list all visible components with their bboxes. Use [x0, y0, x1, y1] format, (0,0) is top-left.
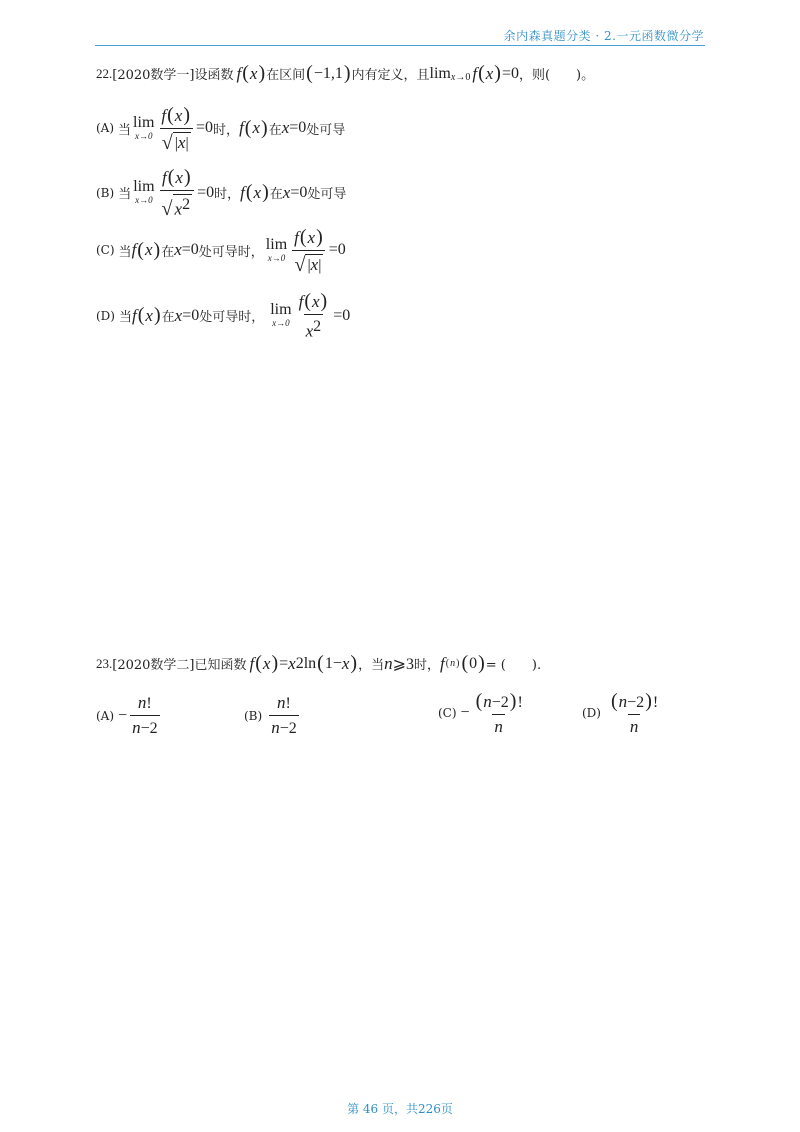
option-label: (D) [582, 706, 601, 721]
option-label: (D) [96, 308, 115, 323]
stem-text: 已知函数 [194, 658, 247, 673]
stem-text: 内有定义，且 [351, 68, 430, 83]
header-title: 余内森真题分类 · 2.一元函数微分学 [503, 29, 704, 43]
question-22-stem: 22. [2020数学一] 设函数 f ( x ) 在区间 ( −1,1 ) 内有定义，且 lim x →0 f ( x ) =0 ，则( )。 [96, 62, 595, 84]
question-23-stem: 23. [2020数学二] 已知函数 f ( x ) = x 2 ln ( 1− x ) ，当 n ⩾3 时， f (n) ( 0 ) = ( ). [96, 652, 542, 674]
stem-text: 在区间 [266, 68, 306, 83]
interval-value: −1,1 [313, 64, 343, 82]
option-label: (A) [96, 708, 115, 723]
stem-text: = ( ). [485, 658, 542, 673]
stem-text: 时， [414, 658, 441, 673]
question-tag: [2020数学二] [112, 658, 195, 673]
page-footer: 第 46 页，共226页 [347, 1102, 453, 1116]
question-number: 23. [96, 655, 113, 671]
stem-text: ，则( )。 [518, 68, 595, 83]
q23-option-c[interactable]: (C) − $\frac{(n-2)!}{n}$ [438, 690, 523, 736]
option-b[interactable]: (B) 当 lim x→0 f(x) √ $x^2$ =0 时， f ( x ) 在 x =0 处可导 [96, 166, 347, 221]
q23-option-d[interactable]: (D) $\frac{(n-2)!}{n}$ [582, 690, 659, 736]
option-d[interactable]: (D) 当 f ( x ) 在 x =0 处可导时， lim x→0 $\frac{f(x)}{x^2}$ =0 [96, 290, 351, 341]
option-label: (B) [96, 185, 115, 200]
option-label: (C) [96, 243, 115, 258]
option-label: (B) [244, 708, 263, 723]
q23-option-b[interactable]: (B) $\frac{n!}{n-2}$ [244, 693, 297, 737]
header-divider [95, 45, 705, 46]
stem-text: 设函数 [194, 68, 234, 83]
question-number: 22. [96, 65, 113, 81]
option-label: (A) [96, 121, 115, 136]
q23-option-a[interactable]: (A) − $\frac{n!}{n-2}$ [96, 693, 158, 737]
option-a[interactable]: (A) 当 lim x→0 f(x) √ |x| =0 时， f ( x ) 在 x =0 处可导 [96, 104, 346, 154]
option-label: (C) [438, 706, 457, 721]
question-tag: [2020数学一] [112, 68, 195, 83]
stem-text: ，当 [358, 658, 385, 673]
option-c[interactable]: (C) 当 f ( x ) 在 x =0 处可导时， lim x→0 f(x) √ |x| =0 [96, 226, 346, 276]
